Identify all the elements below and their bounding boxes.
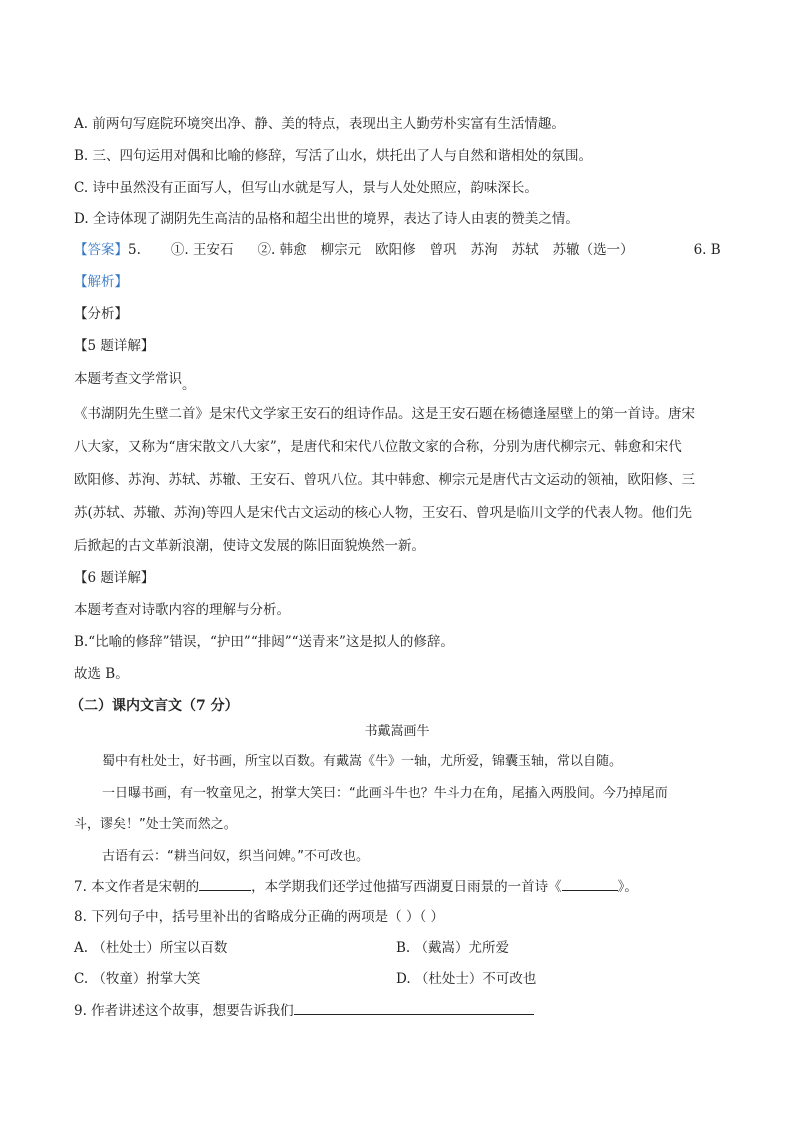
- passage-para-3: 古语有云：“耕当问奴，织当问婢。”不可改也。: [102, 849, 369, 864]
- q5-detail-heading: 【5 题详解】: [74, 338, 155, 354]
- answer-tag: 【答案】: [74, 242, 128, 258]
- answer-part2: ②. 韩愈: [257, 242, 307, 258]
- option-a: A. 前两句写庭院环境突出净、静、美的特点，表现出主人勤劳朴实富有生活情趣。: [74, 116, 565, 132]
- answer-name: 欧阳修: [375, 242, 416, 258]
- q8-option-d[interactable]: D. （杜处士）不可改也: [396, 971, 537, 987]
- passage-title: 书戴嵩画牛: [364, 724, 430, 739]
- q5-para-line: 八大家，又称为“唐宋散文八大家”，是唐代和宋代八位散文家的合称，分别为唐代柳宗元、韩愈和宋代: [74, 439, 682, 455]
- question-8: 8. 下列句子中，括号里补出的省略成分正确的两项是（ ）（ ）: [74, 909, 445, 925]
- q7-blank-poem[interactable]: [562, 876, 618, 891]
- q5-para-line: 苏(苏轼、苏辙、苏洵)等四人是宋代古文运动的核心人物，王安石、曾巩是临川文学的代表人物。他们先: [74, 505, 693, 521]
- q7-middle: ，本学期我们还学过他描写西湖夏日雨景的一首诗《: [251, 879, 562, 895]
- q5-intro: [74, 369, 196, 393]
- analysis-tag: 【解析】: [74, 274, 128, 290]
- q9-text: 9. 作者讲述这个故事，想要告诉我们: [74, 1003, 294, 1019]
- q5-intro-text: 本题考查文学常识: [74, 371, 182, 387]
- question-9: [74, 1000, 534, 1021]
- q7-blank-dynasty[interactable]: [199, 876, 251, 891]
- answer-name: 曾巩: [429, 242, 457, 258]
- option-b: B. 三、四句运用对偶和比喻的修辞，写活了山水，烘托出了人与自然和谐相处的氛围。: [74, 148, 593, 164]
- q5-para-line: 《书湖阴先生壁二首》是宋代文学家王安石的组诗作品。这是王安石题在杨德逢屋壁上的第一首诗。唐宋: [74, 406, 695, 422]
- answer-name: 柳宗元: [320, 242, 362, 258]
- q6-detail-heading: 【6 题详解】: [74, 570, 155, 586]
- answer-q6: 6. B: [693, 242, 721, 258]
- q5-para-line: 欧阳修、苏洵、苏轼、苏辙、王安石、曾巩八位。其中韩愈、柳宗元是唐代古文运动的领袖，欧阳修、三: [74, 472, 695, 488]
- q6-intro: 本题考查对诗歌内容的理解与分析。: [74, 602, 290, 618]
- passage-para-2a: 一日曝书画，有一牧童见之，拊掌大笑曰：“此画斗牛也？牛斗力在角，尾搐入两股间。今乃掉尾而: [102, 786, 668, 801]
- question-7: [74, 876, 638, 897]
- q7-prefix: 7. 本文作者是宋朝的: [74, 879, 200, 895]
- q8-option-c[interactable]: C. （牧童）拊掌大笑: [74, 971, 201, 987]
- passage-para-1: 蜀中有杜处士，好书画，所宝以百数。有戴嵩《牛》一轴，尤所爱，锦囊玉轴，常以自随。: [102, 754, 623, 769]
- q9-answer-blank[interactable]: [294, 1000, 534, 1015]
- q8-option-a[interactable]: A. （杜处士）所宝以百数: [74, 940, 228, 956]
- answer-line: [74, 240, 721, 260]
- answer-part1: ①. 王安石: [170, 242, 234, 258]
- answer-q5-num: 5.: [128, 242, 141, 258]
- answer-name: 苏轼: [511, 242, 539, 258]
- section-heading: （二）课内文言文（7 分）: [70, 698, 239, 714]
- q5-intro-dot: 。: [182, 377, 196, 393]
- option-d: D. 全诗体现了湖阴先生高洁的品格和超尘出世的境界，表达了诗人由衷的赞美之情。: [74, 211, 579, 227]
- option-c: C. 诗中虽然没有正面写人，但写山水就是写人，景与人处处照应，韵味深长。: [74, 180, 538, 196]
- analysis-fenxi: 【分析】: [74, 306, 128, 322]
- q8-option-b[interactable]: B. （戴嵩）尤所爱: [396, 940, 510, 956]
- q7-suffix: 》。: [617, 879, 638, 895]
- q5-para-line: 后掀起的古文革新浪潮，使诗文发展的陈旧面貌焕然一新。: [74, 538, 425, 554]
- answer-name: 苏辙（选一）: [552, 242, 634, 258]
- passage-para-2b: 斗，谬矣！”处士笑而然之。: [74, 817, 237, 832]
- answer-name: 苏洵: [470, 242, 498, 258]
- q6-explanation: B.“比喻的修辞”错误，“护田”“排闼”“送青来”这是拟人的修辞。: [74, 634, 454, 650]
- q6-conclusion: 故选 B。: [74, 666, 129, 682]
